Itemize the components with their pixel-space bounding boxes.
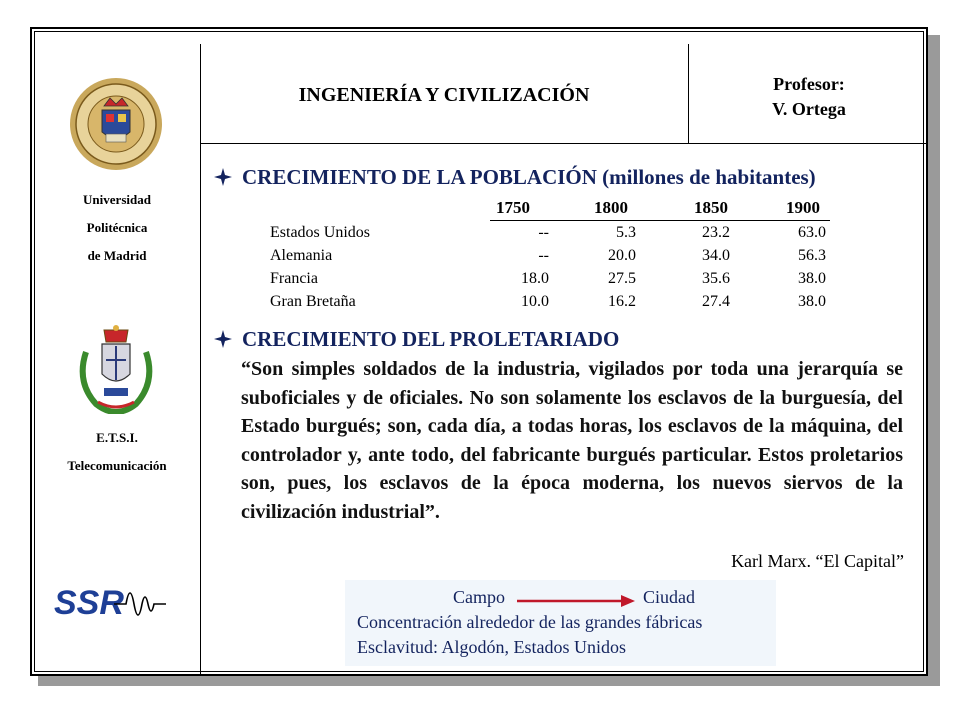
university-line-2: Politécnica (86, 220, 148, 235)
value-cell: 16.2 (608, 293, 636, 310)
population-heading-text: CRECIMIENTO DE LA POBLACIÓN (millones de habitantes) (242, 165, 816, 189)
etsit-crest-logo (74, 322, 158, 414)
value-cell: 18.0 (521, 270, 549, 287)
header-divider (200, 143, 928, 144)
diamond-bullet-icon (214, 168, 232, 186)
quote-attribution: Karl Marx. “El Capital” (731, 551, 904, 571)
university-line-1: Universidad (83, 192, 151, 207)
ssr-logo-text: SSR (54, 584, 124, 622)
arrow-right-icon (517, 595, 635, 607)
population-heading (214, 165, 816, 190)
to-label: Ciudad (643, 587, 695, 607)
school-line-1: E.T.S.I. (96, 430, 138, 445)
country-cell: Alemania (270, 247, 333, 264)
table-row (270, 247, 840, 271)
year-header-row (490, 198, 830, 221)
value-cell: 20.0 (608, 247, 636, 264)
value-cell: 5.3 (616, 224, 636, 241)
diamond-bullet-icon (214, 330, 232, 348)
value-cell: 10.0 (521, 293, 549, 310)
value-cell: 38.0 (798, 293, 826, 310)
page-title: INGENIERÍA Y CIVILIZACIÓN (298, 84, 590, 106)
value-cell: 27.4 (702, 293, 730, 310)
summary-box (345, 580, 776, 666)
table-row (270, 224, 840, 248)
proletariat-heading (214, 327, 619, 352)
value-cell: 56.3 (798, 247, 826, 264)
from-label: Campo (453, 587, 505, 607)
country-cell: Francia (270, 270, 318, 287)
value-cell: 63.0 (798, 224, 826, 241)
value-cell: 34.0 (702, 247, 730, 264)
sidebar-divider (200, 44, 201, 676)
university-name (34, 186, 200, 270)
value-cell: -- (538, 247, 549, 264)
table-row (270, 293, 840, 317)
header-vertical-divider (688, 44, 689, 143)
value-cell: 35.6 (702, 270, 730, 287)
university-line-3: de Madrid (87, 248, 147, 263)
country-cell: Gran Bretaña (270, 293, 356, 310)
value-cell: 38.0 (798, 270, 826, 287)
year-header: 1750 (496, 198, 530, 217)
value-cell: -- (538, 224, 549, 241)
year-header: 1900 (786, 198, 820, 217)
upm-seal-logo (68, 76, 164, 172)
school-name (34, 424, 200, 480)
country-cell: Estados Unidos (270, 224, 370, 241)
value-cell: 23.2 (702, 224, 730, 241)
year-header: 1800 (594, 198, 628, 217)
professor-block (690, 72, 928, 122)
professor-name: V. Ortega (772, 99, 846, 119)
year-header: 1850 (694, 198, 728, 217)
box-line-slavery: Esclavitud: Algodón, Estados Unidos (357, 637, 626, 657)
marx-quote: “Son simples soldados de la industria, vigilados por toda una jerarquía se suboficiales y de oficiales. No son solamente los esclavos de la burguesía, del Estado burgués; son, cada día, a todas horas, los esclavos de la máquina, del controlador y, ante todo, del fabricante burgués particular. Estos proletarios son, pues, los esclavos de la época moderna, los nuevos siervos de la civilización industrial”. (241, 358, 903, 523)
professor-label: Profesor: (773, 74, 845, 94)
value-cell: 27.5 (608, 270, 636, 287)
proletariat-heading-text: CRECIMIENTO DEL PROLETARIADO (242, 327, 620, 351)
box-line-concentration: Concentración alrededor de las grandes fábricas (357, 612, 703, 632)
table-row (270, 270, 840, 294)
ssr-logo (52, 578, 186, 626)
school-line-2: Telecomunicación (67, 458, 167, 473)
